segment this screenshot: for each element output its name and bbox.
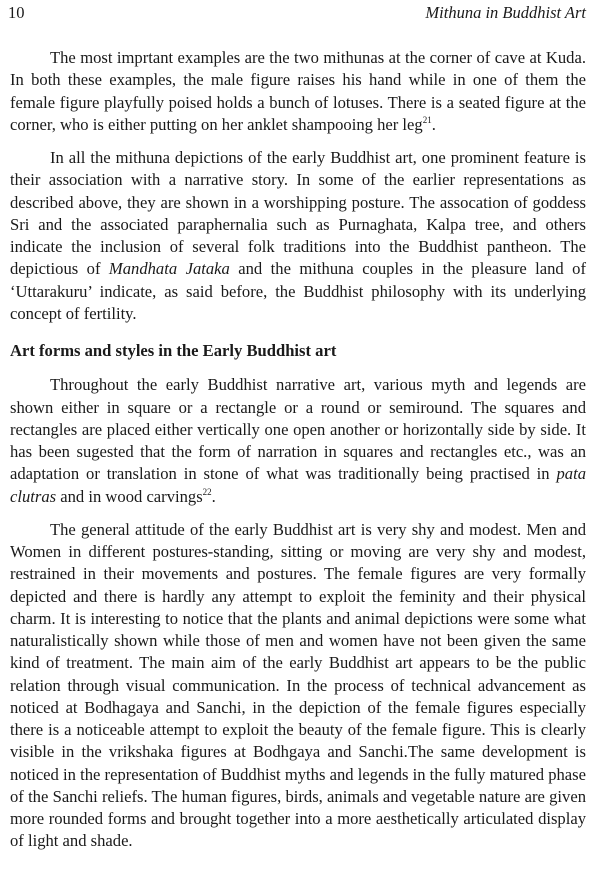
- italic-term: pata clutras: [10, 464, 586, 506]
- section-heading: Art forms and styles in the Early Buddhist art: [10, 341, 337, 360]
- page-number: 10: [8, 3, 25, 22]
- italic-term: Mandhata Jataka: [108, 259, 230, 279]
- paragraph-general-attitude: [10, 519, 586, 853]
- paragraph-text: The general attitude of the early Buddhist art is very shy and modest. Men and Women in different postures-standing, sitting or moving are very shy and modest, restrained in their movements and postures. The female figures are very formally depicted and there is hardly any attempt to exploit the feminity and their physical charm. It is interesting to notice that the plants and animal depictions were some what naturalistically shown while those of men and women have not been given the same kind of treatment. The main aim of the early Buddhist art appears to be the public relation through visual communication. In the process of technical advancement as noticed at Bodhagaya and Sanchi, in the depiction of the female figures especially there is a noticeable attempt to exploit the beauty of the female figure. This is clearly visible in the vrikshaka figures at Bodhgaya and Sanchi.The same development is noticed in the representation of Buddhist myths and legends in the fully matured phase of the Sanchi reliefs. The human figures, birds, animals and vegetable nature are given more rounded forms and brought together into a more aesthetically articulated display of light and shade.: [10, 519, 586, 851]
- paragraph-text: and the mithuna couples in the pleasure land of ‘Uttarakuru’ indicate, as said before, the Buddhist philosophy with its underlying concept of fertility.: [10, 259, 586, 323]
- footnote-marker: 21: [422, 114, 432, 125]
- paragraph-narrative-forms: [10, 374, 586, 508]
- paragraph-text: In all the mithuna depictions of the early Buddhist art, one prominent feature is their association with a narrative story. In some of the earlier representations as described above, they are shown in a worshipping posture. The assocation of goddess Sri and the associated paraphernalia such as Purnaghata, Kalpa tree, and others indicate the inclusion of several folk traditions into the Buddhist pantheon. The depictious of: [10, 148, 586, 279]
- paragraph-text: and in wood carvings: [56, 486, 203, 506]
- paragraph-text: The most imprtant examples are the two mithunas at the corner of cave at Kuda. In both these examples, the male figure raises his hand while in one of them the female figure playfully poised holds a bunch of lotuses. There is a seated figure at the corner, who is either putting on her anklet shampooing her leg: [10, 48, 586, 134]
- paragraph-kuda-mithunas: [10, 47, 586, 136]
- running-title: Mithuna in Buddhist Art: [425, 3, 586, 22]
- paragraph-narrative-association: [10, 147, 586, 325]
- footnote-marker: 22: [202, 486, 212, 497]
- body-text: [10, 47, 586, 853]
- paragraph-tail: .: [431, 114, 436, 134]
- paragraph-tail: .: [211, 486, 216, 506]
- paragraph-text: Throughout the early Buddhist narrative art, various myth and legends are shown either in square or a rectangle or a round or semiround. The squares and rectangles are placed either vertically one open another or horizontally side by side. It has been sugested that the form of narration in squares and rectangles etc., was an adaptation or translation in stone of what was traditionally being practised in: [10, 375, 586, 484]
